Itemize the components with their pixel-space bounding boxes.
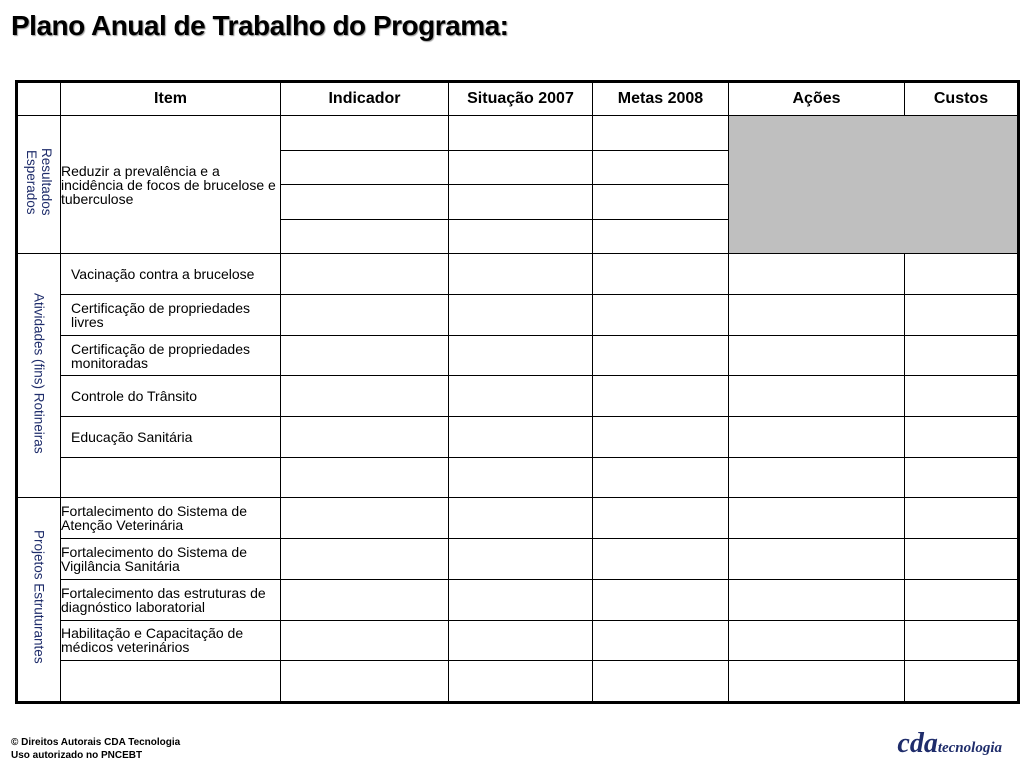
table-row xyxy=(17,254,1019,295)
item-cell: Certificação de propriedades monitoradas xyxy=(61,335,281,376)
acoes-cell[interactable] xyxy=(729,539,905,580)
acoes-cell[interactable] xyxy=(729,295,905,336)
table-row xyxy=(17,417,1019,458)
metas-cell[interactable] xyxy=(593,150,729,185)
table-row xyxy=(17,116,1019,151)
indicador-cell[interactable] xyxy=(281,254,449,295)
indicador-cell[interactable] xyxy=(281,661,449,703)
situacao-cell[interactable] xyxy=(449,150,593,185)
metas-cell[interactable] xyxy=(593,457,729,498)
situacao-cell[interactable] xyxy=(449,457,593,498)
indicador-cell[interactable] xyxy=(281,335,449,376)
acoes-cell[interactable] xyxy=(729,498,905,539)
custos-cell[interactable] xyxy=(905,376,1019,417)
indicador-cell[interactable] xyxy=(281,150,449,185)
metas-cell[interactable] xyxy=(593,417,729,458)
custos-cell[interactable] xyxy=(905,661,1019,703)
item-cell: Fortalecimento das estruturas de diagnóstico laboratorial xyxy=(61,579,281,620)
situacao-cell[interactable] xyxy=(449,254,593,295)
table-row xyxy=(17,335,1019,376)
header-custos: Custos xyxy=(905,82,1019,116)
item-cell: Reduzir a prevalência e a incidência de focos de brucelose e tuberculose xyxy=(61,116,281,254)
item-cell: Vacinação contra a brucelose xyxy=(61,254,281,295)
custos-cell[interactable] xyxy=(905,417,1019,458)
acoes-cell[interactable] xyxy=(729,254,905,295)
situacao-cell[interactable] xyxy=(449,116,593,151)
acoes-cell[interactable] xyxy=(729,620,905,661)
footer-copyright: © Direitos Autorais CDA Tecnologia xyxy=(11,737,181,748)
table-row xyxy=(17,457,1019,498)
table-row xyxy=(17,295,1019,336)
acoes-cell[interactable] xyxy=(729,457,905,498)
metas-cell[interactable] xyxy=(593,295,729,336)
section-label-atividades: Atividades (fins) Rotineiras xyxy=(17,254,61,498)
situacao-cell[interactable] xyxy=(449,579,593,620)
indicador-cell[interactable] xyxy=(281,498,449,539)
table-row xyxy=(17,579,1019,620)
metas-cell[interactable] xyxy=(593,219,729,254)
situacao-cell[interactable] xyxy=(449,498,593,539)
metas-cell[interactable] xyxy=(593,185,729,220)
indicador-cell[interactable] xyxy=(281,620,449,661)
indicador-cell[interactable] xyxy=(281,185,449,220)
header-indicador: Indicador xyxy=(281,82,449,116)
footer xyxy=(11,736,180,762)
metas-cell[interactable] xyxy=(593,116,729,151)
indicador-cell[interactable] xyxy=(281,295,449,336)
table-row xyxy=(17,620,1019,661)
situacao-cell[interactable] xyxy=(449,185,593,220)
acoes-cell[interactable] xyxy=(729,661,905,703)
acoes-cell[interactable] xyxy=(729,335,905,376)
item-cell[interactable] xyxy=(61,457,281,498)
metas-cell[interactable] xyxy=(593,620,729,661)
cda-logo xyxy=(897,728,1002,760)
acoes-cell[interactable] xyxy=(729,579,905,620)
indicador-cell[interactable] xyxy=(281,539,449,580)
metas-cell[interactable] xyxy=(593,539,729,580)
logo-brand: cda xyxy=(897,728,938,759)
metas-cell[interactable] xyxy=(593,579,729,620)
header-row xyxy=(17,82,1019,116)
indicador-cell[interactable] xyxy=(281,417,449,458)
blocked-cell xyxy=(729,116,1019,254)
acoes-cell[interactable] xyxy=(729,417,905,458)
situacao-cell[interactable] xyxy=(449,620,593,661)
custos-cell[interactable] xyxy=(905,335,1019,376)
custos-cell[interactable] xyxy=(905,457,1019,498)
indicador-cell[interactable] xyxy=(281,219,449,254)
metas-cell[interactable] xyxy=(593,498,729,539)
item-cell: Fortalecimento do Sistema de Atenção Veterinária xyxy=(61,498,281,539)
situacao-cell[interactable] xyxy=(449,539,593,580)
custos-cell[interactable] xyxy=(905,539,1019,580)
work-plan-table xyxy=(15,80,1020,704)
situacao-cell[interactable] xyxy=(449,219,593,254)
item-cell: Controle do Trânsito xyxy=(61,376,281,417)
header-metas-2008: Metas 2008 xyxy=(593,82,729,116)
custos-cell[interactable] xyxy=(905,579,1019,620)
item-cell: Fortalecimento do Sistema de Vigilância Sanitária xyxy=(61,539,281,580)
custos-cell[interactable] xyxy=(905,254,1019,295)
custos-cell[interactable] xyxy=(905,498,1019,539)
indicador-cell[interactable] xyxy=(281,579,449,620)
table-row xyxy=(17,539,1019,580)
item-cell[interactable] xyxy=(61,661,281,703)
metas-cell[interactable] xyxy=(593,254,729,295)
custos-cell[interactable] xyxy=(905,295,1019,336)
header-item: Item xyxy=(61,82,281,116)
table-row xyxy=(17,376,1019,417)
indicador-cell[interactable] xyxy=(281,376,449,417)
header-blank xyxy=(17,82,61,116)
item-cell: Habilitação e Capacitação de médicos veterinários xyxy=(61,620,281,661)
indicador-cell[interactable] xyxy=(281,116,449,151)
logo-suffix: tecnologia xyxy=(937,740,1002,756)
metas-cell[interactable] xyxy=(593,661,729,703)
table-row xyxy=(17,498,1019,539)
section-label-resultados: Resultados Esperados xyxy=(17,116,61,254)
metas-cell[interactable] xyxy=(593,335,729,376)
situacao-cell[interactable] xyxy=(449,335,593,376)
header-acoes: Ações xyxy=(729,82,905,116)
indicador-cell[interactable] xyxy=(281,457,449,498)
acoes-cell[interactable] xyxy=(729,376,905,417)
table-row xyxy=(17,661,1019,703)
situacao-cell[interactable] xyxy=(449,376,593,417)
item-cell: Educação Sanitária xyxy=(61,417,281,458)
situacao-cell[interactable] xyxy=(449,417,593,458)
header-situacao-2007: Situação 2007 xyxy=(449,82,593,116)
item-cell: Certificação de propriedades livres xyxy=(61,295,281,336)
situacao-cell[interactable] xyxy=(449,661,593,703)
page-title: Plano Anual de Trabalho do Programa: xyxy=(11,10,509,41)
section-label-projetos: Projetos Estruturantes xyxy=(17,498,61,703)
footer-authorized: Uso autorizado no PNCEBT xyxy=(11,750,143,761)
situacao-cell[interactable] xyxy=(449,295,593,336)
custos-cell[interactable] xyxy=(905,620,1019,661)
metas-cell[interactable] xyxy=(593,376,729,417)
